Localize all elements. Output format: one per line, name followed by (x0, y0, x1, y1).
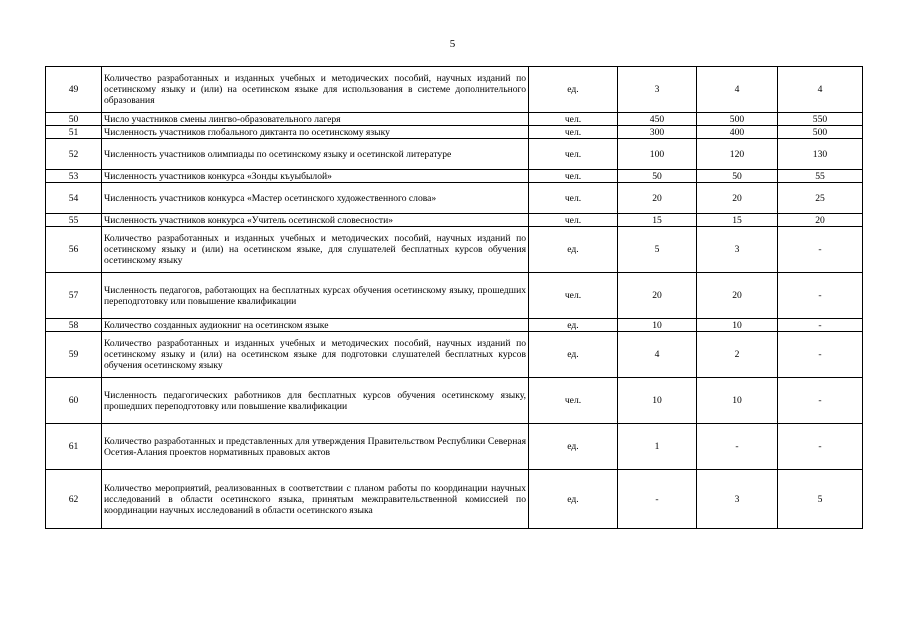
value-2-cell: 500 (697, 113, 778, 126)
unit-cell: чел. (529, 378, 618, 424)
value-1-cell: 20 (618, 273, 697, 319)
value-1-cell: 3 (618, 67, 697, 113)
value-1-cell: - (618, 470, 697, 529)
indicator-name-cell: Численность педагогов, работающих на бесплатных курсах обучения осетинскому языку, прошедших переподготовку или повышение квалификации (102, 273, 529, 319)
value-1-cell: 300 (618, 126, 697, 139)
table-row (46, 378, 863, 424)
value-3-cell: - (778, 378, 863, 424)
unit-cell: чел. (529, 214, 618, 227)
value-1-cell: 50 (618, 170, 697, 183)
value-1-cell: 1 (618, 424, 697, 470)
unit-cell: чел. (529, 126, 618, 139)
indicators-table (45, 66, 863, 529)
indicator-name-cell: Количество разработанных и изданных учебных и методических пособий, научных изданий по осетинскому языку и (или) на осетинском языке для подготовки слушателей бесплатных курсов обучения осетинскому языку (102, 332, 529, 378)
value-2-cell: 50 (697, 170, 778, 183)
value-1-cell: 100 (618, 139, 697, 170)
indicator-name-cell: Количество созданных аудиокниг на осетинском языке (102, 319, 529, 332)
value-3-cell: - (778, 332, 863, 378)
value-2-cell: - (697, 424, 778, 470)
row-number-cell: 55 (46, 214, 102, 227)
indicator-name-cell: Количество мероприятий, реализованных в соответствии с планом работы по координации научных исследований в области осетинского языка, принятым межправительственной комиссией по координации научных исследований в области осетинского языка (102, 470, 529, 529)
value-2-cell: 3 (697, 227, 778, 273)
table-row (46, 332, 863, 378)
value-2-cell: 15 (697, 214, 778, 227)
indicator-name-cell: Численность педагогических работников для бесплатных курсов обучения осетинскому языку, прошедших переподготовку или повышение квалификации (102, 378, 529, 424)
unit-cell: ед. (529, 332, 618, 378)
unit-cell: чел. (529, 170, 618, 183)
indicator-name-cell: Численность участников конкурса «Зонды къуыбылой» (102, 170, 529, 183)
row-number-cell: 56 (46, 227, 102, 273)
value-3-cell: 130 (778, 139, 863, 170)
row-number-cell: 50 (46, 113, 102, 126)
table-row (46, 183, 863, 214)
value-2-cell: 4 (697, 67, 778, 113)
row-number-cell: 51 (46, 126, 102, 139)
row-number-cell: 57 (46, 273, 102, 319)
table-row (46, 67, 863, 113)
value-3-cell: 5 (778, 470, 863, 529)
value-2-cell: 400 (697, 126, 778, 139)
value-2-cell: 20 (697, 273, 778, 319)
value-2-cell: 20 (697, 183, 778, 214)
unit-cell: ед. (529, 67, 618, 113)
row-number-cell: 52 (46, 139, 102, 170)
value-2-cell: 120 (697, 139, 778, 170)
table-row (46, 273, 863, 319)
table-row (46, 139, 863, 170)
indicator-name-cell: Численность участников конкурса «Мастер осетинского художественного слова» (102, 183, 529, 214)
row-number-cell: 60 (46, 378, 102, 424)
value-3-cell: 55 (778, 170, 863, 183)
page-number: 5 (449, 38, 456, 50)
row-number-cell: 54 (46, 183, 102, 214)
value-2-cell: 3 (697, 470, 778, 529)
value-3-cell: 500 (778, 126, 863, 139)
unit-cell: чел. (529, 113, 618, 126)
value-3-cell: - (778, 273, 863, 319)
unit-cell: чел. (529, 139, 618, 170)
table-row (46, 424, 863, 470)
value-3-cell: 25 (778, 183, 863, 214)
value-2-cell: 10 (697, 319, 778, 332)
value-3-cell: - (778, 319, 863, 332)
value-1-cell: 450 (618, 113, 697, 126)
unit-cell: чел. (529, 273, 618, 319)
table-row (46, 470, 863, 529)
value-1-cell: 15 (618, 214, 697, 227)
unit-cell: ед. (529, 470, 618, 529)
value-1-cell: 5 (618, 227, 697, 273)
unit-cell: ед. (529, 424, 618, 470)
value-3-cell: - (778, 227, 863, 273)
indicator-name-cell: Количество разработанных и изданных учебных и методических пособий, научных изданий по осетинскому языку и (или) на осетинском языке, для слушателей бесплатных курсов обучения осетинскому языку (102, 227, 529, 273)
indicator-name-cell: Количество разработанных и представленных для утверждения Правительством Республики Северная Осетия-Алания проектов нормативных правовых актов (102, 424, 529, 470)
value-3-cell: 550 (778, 113, 863, 126)
value-1-cell: 20 (618, 183, 697, 214)
value-2-cell: 10 (697, 378, 778, 424)
unit-cell: ед. (529, 319, 618, 332)
value-3-cell: 4 (778, 67, 863, 113)
value-2-cell: 2 (697, 332, 778, 378)
indicator-name-cell: Численность участников конкурса «Учитель осетинской словесности» (102, 214, 529, 227)
indicator-name-cell: Количество разработанных и изданных учебных и методических пособий, научных изданий по осетинскому языку и (или) на осетинском языке для использования в системе дополнительного образования (102, 67, 529, 113)
indicator-name-cell: Численность участников глобального диктанта по осетинскому языку (102, 126, 529, 139)
table-row (46, 227, 863, 273)
row-number-cell: 62 (46, 470, 102, 529)
row-number-cell: 53 (46, 170, 102, 183)
table-row (46, 113, 863, 126)
row-number-cell: 61 (46, 424, 102, 470)
table-body (46, 67, 863, 529)
value-1-cell: 10 (618, 378, 697, 424)
row-number-cell: 49 (46, 67, 102, 113)
row-number-cell: 58 (46, 319, 102, 332)
table-row (46, 214, 863, 227)
table-row (46, 319, 863, 332)
indicator-name-cell: Численность участников олимпиады по осетинскому языку и осетинской литературе (102, 139, 529, 170)
indicator-name-cell: Число участников смены лингво-образовательного лагеря (102, 113, 529, 126)
value-3-cell: - (778, 424, 863, 470)
row-number-cell: 59 (46, 332, 102, 378)
value-1-cell: 10 (618, 319, 697, 332)
unit-cell: ед. (529, 227, 618, 273)
value-3-cell: 20 (778, 214, 863, 227)
unit-cell: чел. (529, 183, 618, 214)
value-1-cell: 4 (618, 332, 697, 378)
table-row (46, 170, 863, 183)
table-row (46, 126, 863, 139)
